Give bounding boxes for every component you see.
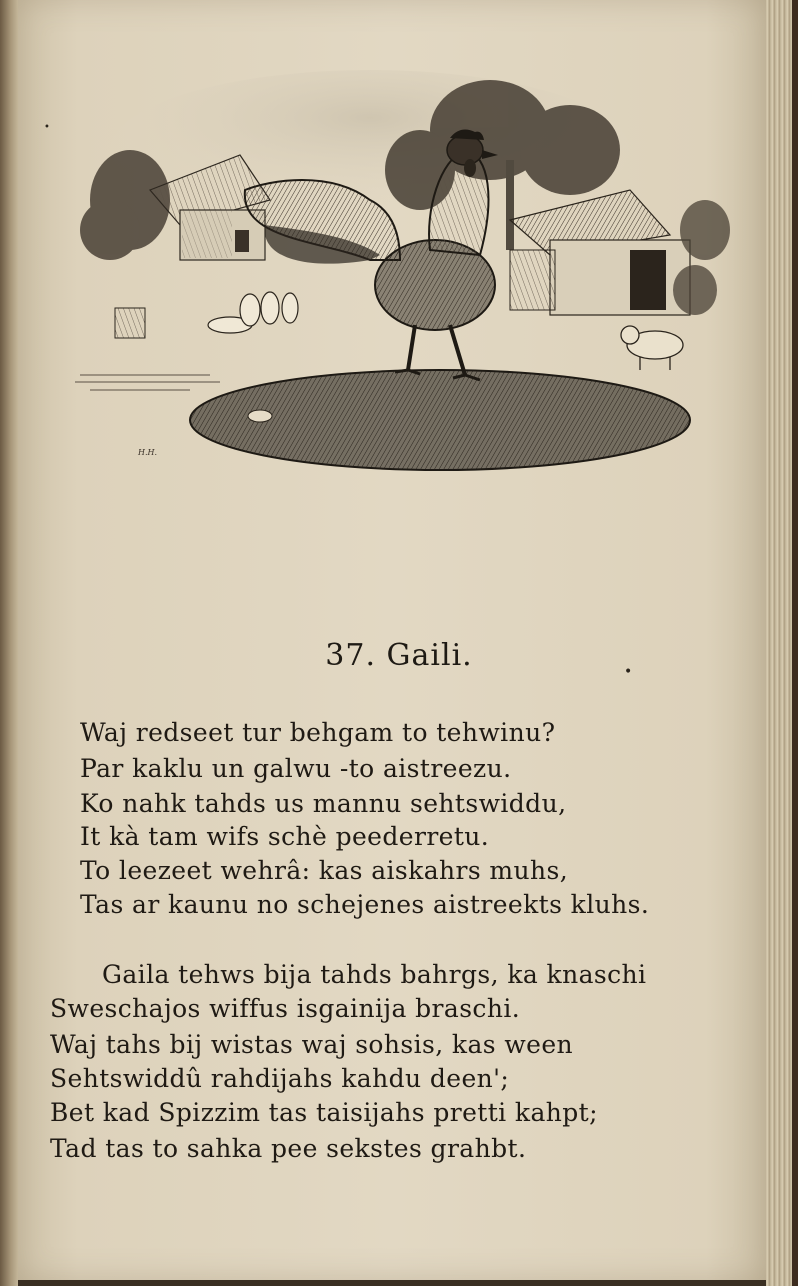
stanza-2-line-5: Bet kad Spizzim tas taisijahs pretti kahpt; bbox=[50, 1098, 598, 1127]
stanza-2-line-6: Tad tas to sahka pee sekstes grahbt. bbox=[50, 1134, 527, 1163]
stanza-2-line-1: Gaila tehws bija tahds bahrgs, ka knaschi bbox=[102, 960, 647, 989]
poem-title: 37. Gaili. bbox=[325, 638, 473, 673]
stanza-1-line-2: Par kaklu un galwu -to aistreezu. bbox=[80, 754, 512, 783]
geese-group bbox=[208, 292, 298, 333]
dog bbox=[621, 326, 683, 370]
rooster-illustration bbox=[70, 60, 730, 500]
trees-left bbox=[80, 150, 170, 260]
pond bbox=[75, 375, 220, 390]
stanza-1-line-6: Tas ar kaunu no schejenes aistreekts kluhs. bbox=[80, 890, 650, 919]
stanza-1-line-5: To leezeet wehrâ: kas aiskahrs muhs, bbox=[80, 856, 569, 885]
stanza-1-line-3: Ko nahk tahds us mannu sehtswiddu, bbox=[80, 789, 567, 818]
stanza-2-line-3: Waj tahs bij wistas waj sohsis, kas ween bbox=[50, 1030, 574, 1059]
stanza-1-line-4: It kà tam wifs schè peederretu. bbox=[80, 822, 490, 851]
engraver-signature: H.H. bbox=[138, 448, 158, 457]
ink-speck: • bbox=[44, 122, 50, 133]
stanza-2-line-2: Sweschajos wiffus isgainija braschi. bbox=[50, 994, 521, 1023]
stanza-2-line-4: Sehtswiddû rahdijahs kahdu deen'; bbox=[50, 1064, 510, 1093]
stanza-1-line-1: Waj redseet tur behgam to tehwinu? bbox=[80, 718, 556, 747]
ink-speck: • bbox=[624, 664, 633, 680]
